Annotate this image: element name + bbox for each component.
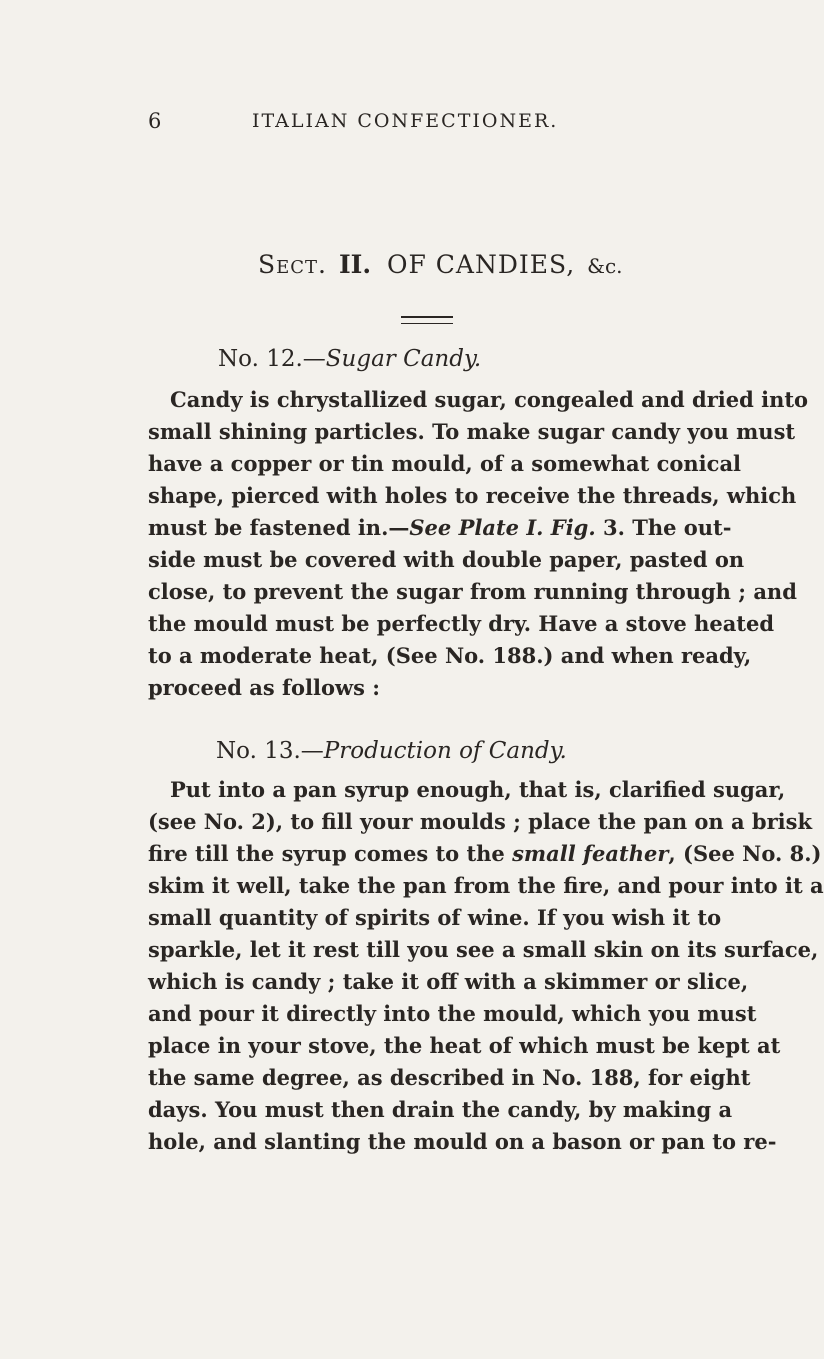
section-title: OF CANDIES,	[387, 250, 576, 279]
recipe-number: No. 12.—	[218, 346, 326, 372]
text-line: close, to prevent the sugar from running through ; and	[148, 579, 797, 604]
text-line: to a moderate heat, (See No. 188.) and when ready,	[148, 643, 752, 668]
plate-reference: See Plate I. Fig.	[409, 515, 596, 540]
text-run: must be fastened in.—	[148, 515, 410, 540]
running-title: ITALIAN CONFECTIONER.	[252, 110, 559, 132]
recipe-number: No. 13.—	[216, 738, 324, 764]
text-line: have a copper or tin mould, of a somewhat conical	[148, 451, 742, 476]
text-line: which is candy ; take it off with a skimmer or slice,	[148, 969, 749, 994]
text-line: hole, and slanting the mould on a bason or pan to re-	[148, 1129, 777, 1154]
running-head	[148, 109, 678, 139]
recipe-heading-13	[216, 738, 567, 764]
text-line: sparkle, let it rest till you see a small skin on its surface,	[148, 937, 819, 962]
text-line	[148, 838, 822, 870]
text-line: small shining particles. To make sugar candy you must	[148, 419, 796, 444]
text-run: fire till the syrup comes to the	[148, 841, 513, 866]
recipe-paragraph-12	[148, 384, 809, 704]
section-etc: &c.	[587, 254, 623, 278]
text-line: place in your stove, the heat of which must be kept at	[148, 1033, 781, 1058]
text-run: , (See No. 8.)	[668, 841, 822, 866]
text-line: (see No. 2), to fill your moulds ; place the pan on a brisk	[148, 809, 813, 834]
text-line: days. You must then drain the candy, by making a	[148, 1097, 733, 1122]
text-line: proceed as follows :	[148, 675, 380, 700]
recipe-heading-12	[218, 346, 481, 372]
recipe-title: Production of Candy.	[323, 738, 567, 764]
recipe-title: Sugar Candy.	[325, 346, 482, 372]
text-line: Put into a pan syrup enough, that is, clarified sugar,	[170, 777, 786, 802]
text-line: Candy is chrystallized sugar, congealed and dried into	[170, 387, 809, 412]
section-heading	[258, 250, 623, 279]
text-line: shape, pierced with holes to receive the threads, which	[148, 483, 797, 508]
text-line: the mould must be perfectly dry. Have a stove heated	[148, 611, 775, 636]
text-line: the same degree, as described in No. 188, for eight	[148, 1065, 751, 1090]
section-label: Sect.	[258, 250, 327, 279]
text-line: side must be covered with double paper, pasted on	[148, 547, 745, 572]
text-line: small quantity of spirits of wine. If you wish it to	[148, 905, 722, 930]
text-line: and pour it directly into the mould, which you must	[148, 1001, 757, 1026]
recipe-paragraph-13	[148, 774, 824, 1158]
section-numeral: II.	[338, 250, 372, 279]
emphasis-term: small feather	[512, 841, 669, 866]
page-number: 6	[148, 109, 163, 133]
text-run: 3. The out-	[595, 515, 732, 540]
text-line: skim it well, take the pan from the fire, and pour into it a	[148, 873, 824, 898]
double-rule-divider	[401, 316, 453, 324]
text-line	[148, 512, 732, 544]
